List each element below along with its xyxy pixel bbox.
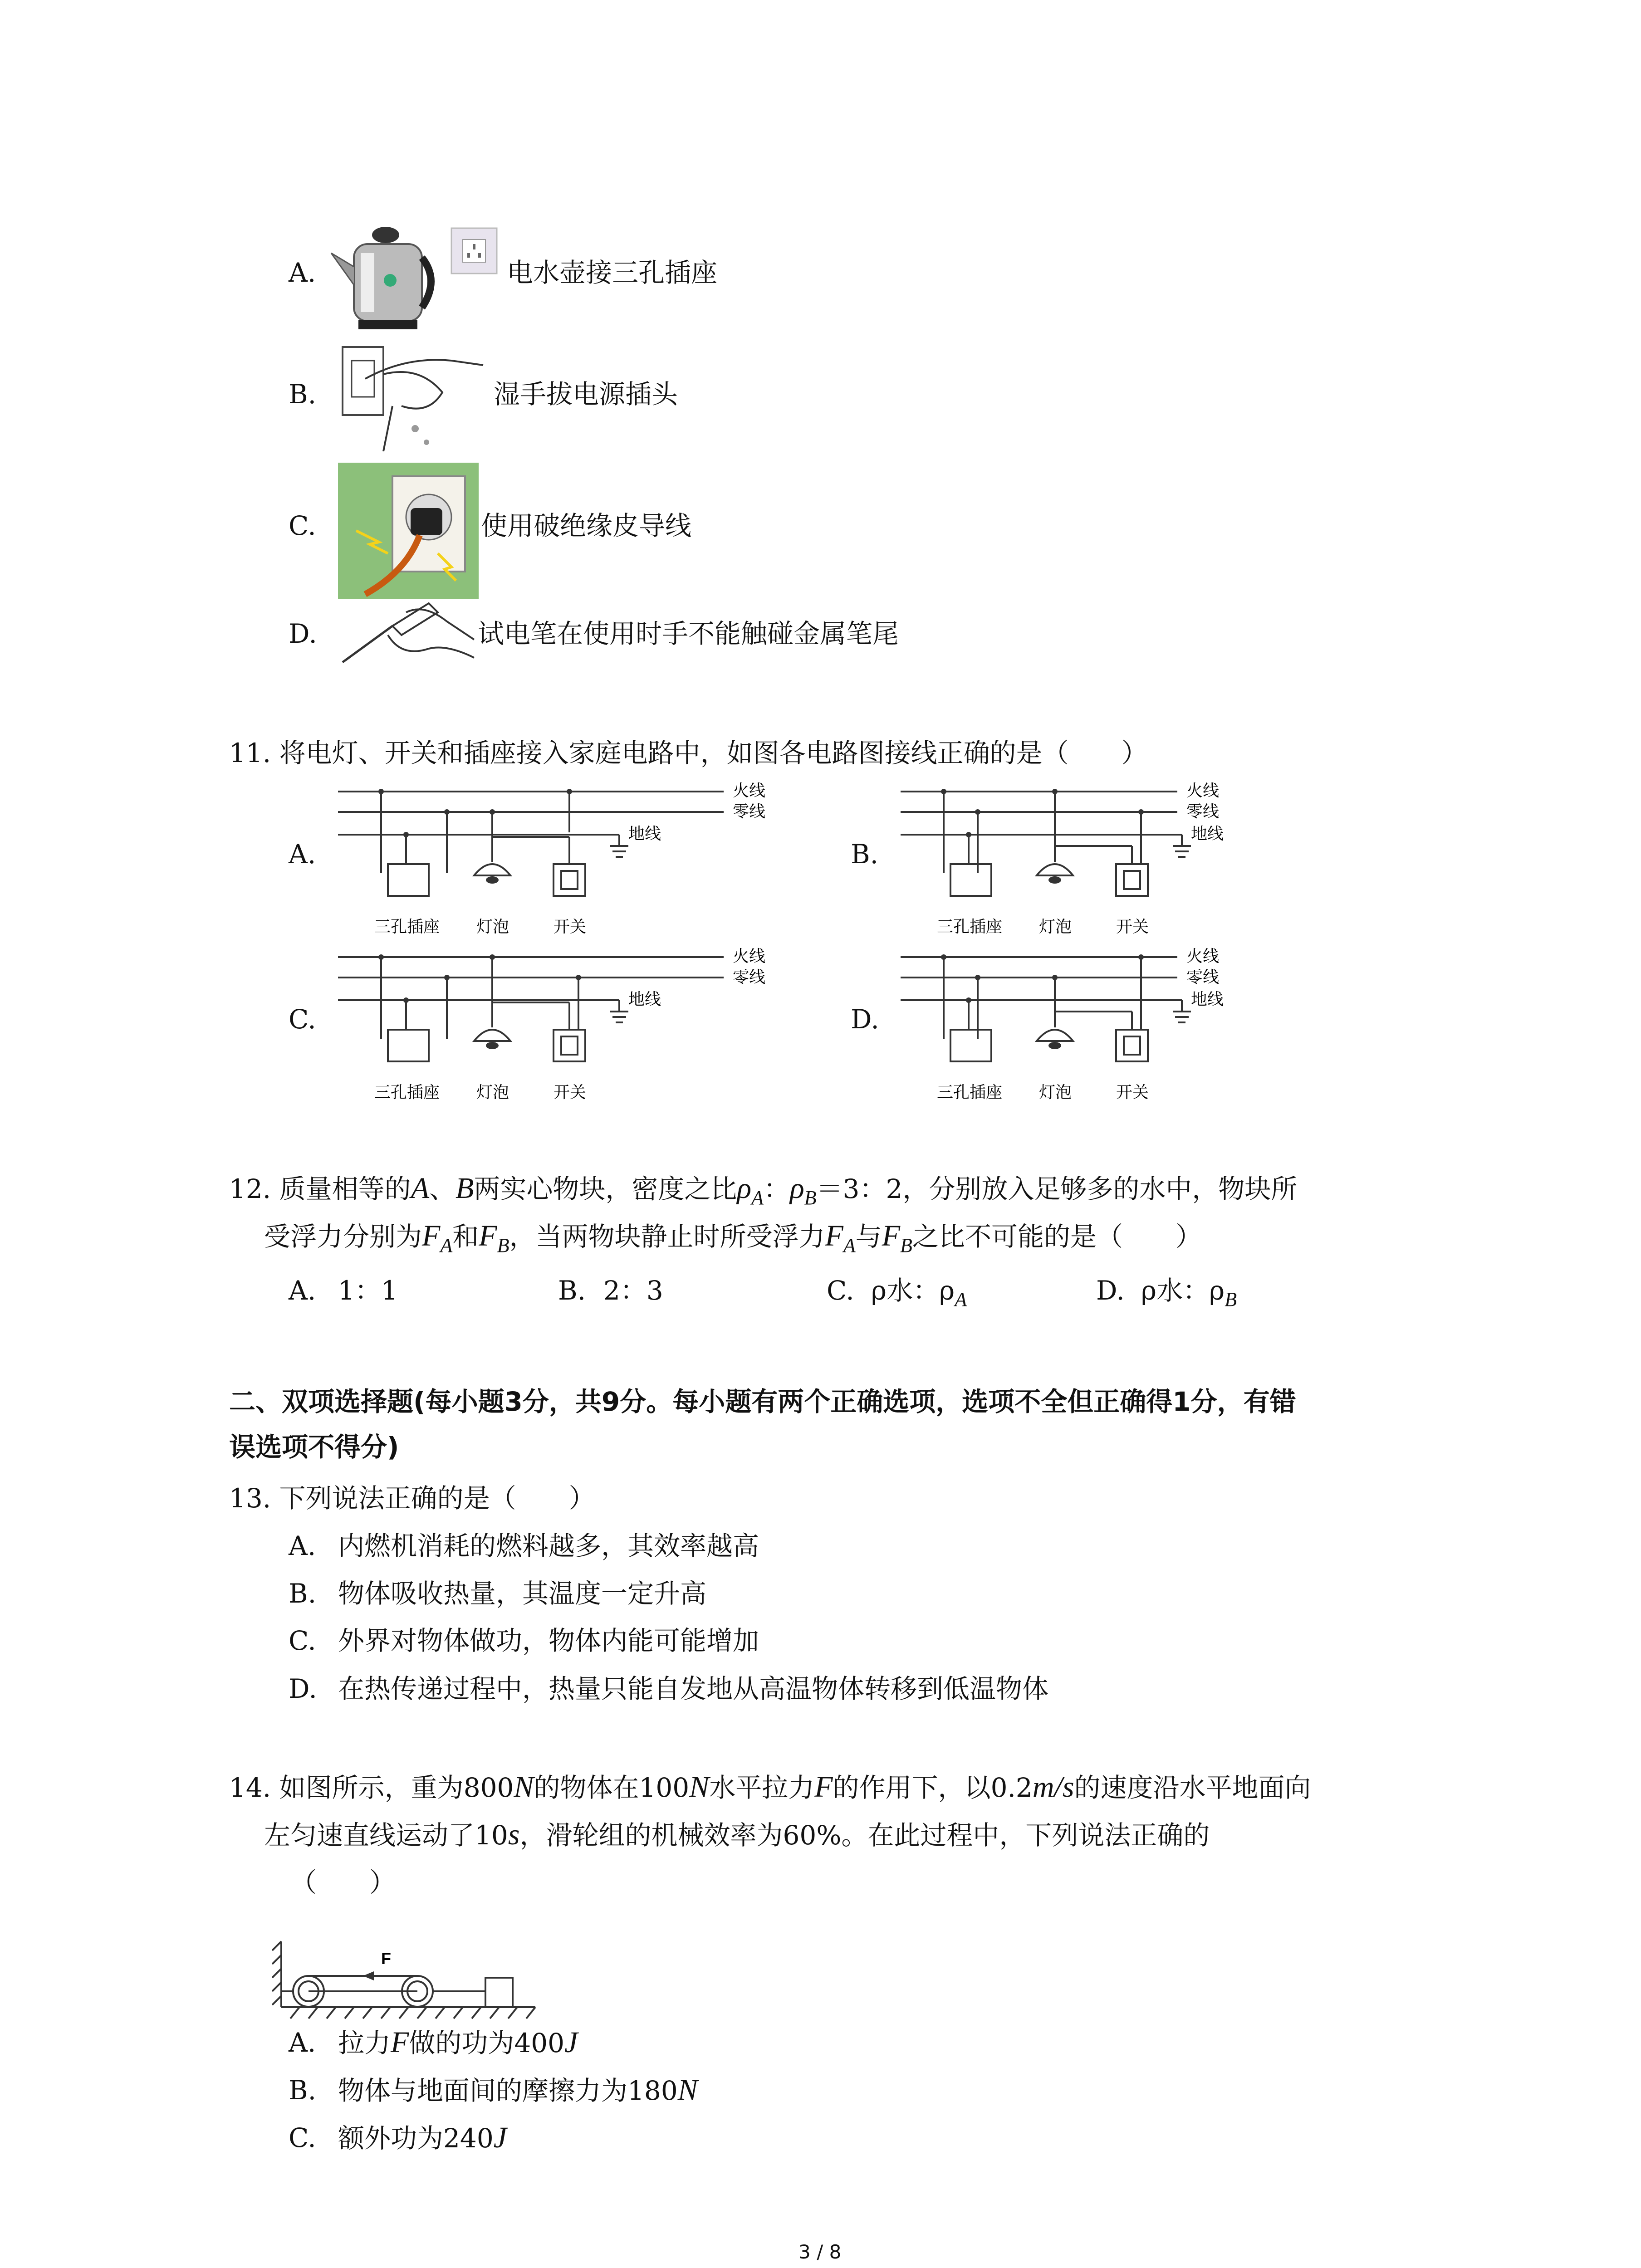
page-number: 3 / 8 bbox=[798, 2241, 842, 2263]
q12-text: 受浮力分别为 bbox=[264, 1221, 422, 1252]
section-heading-line1: 二、双项选择题(每小题3分，共9分。每小题有两个正确选项，选项不全但正确得1分，有错 bbox=[229, 1386, 1296, 1417]
option-text: 内燃机消耗的燃料越多，其效率越高 bbox=[338, 1530, 759, 1561]
option-letter: D. bbox=[289, 618, 317, 649]
q12-text: 12. 质量相等的 bbox=[229, 1173, 411, 1204]
option-unit: J bbox=[564, 2026, 578, 2059]
q14-number: 800 bbox=[463, 1772, 514, 1803]
q12-line1: 12. 质量相等的A、B两实心物块，密度之比$\rho_A$：$\rho_B=3$：2，分别放入足够多的水中，物块所 bbox=[229, 1172, 1298, 1209]
option-letter: C. bbox=[289, 1625, 316, 1656]
option-pre: 拉力 bbox=[338, 2028, 391, 2058]
label-socket: 三孔插座 bbox=[937, 1083, 1003, 1102]
option-number: 400 bbox=[514, 2028, 565, 2058]
option-unit: J bbox=[493, 2121, 507, 2154]
option-text: 外界对物体做功，物体内能可能增加 bbox=[338, 1625, 759, 1656]
q14-number: 10 bbox=[475, 1820, 508, 1851]
option-number: 240 bbox=[443, 2123, 494, 2154]
var-f: F bbox=[814, 1770, 833, 1804]
q14-number: 100 bbox=[639, 1772, 690, 1803]
label-socket: 三孔插座 bbox=[374, 918, 440, 936]
option-text: 湿手拔电源插头 bbox=[494, 379, 678, 410]
label-ground: 地线 bbox=[628, 825, 661, 843]
option-text: 物体吸收热量，其温度一定升高 bbox=[338, 1578, 707, 1609]
option-text: 在热传递过程中，热量只能自发地从高温物体转移到低温物体 bbox=[338, 1673, 1049, 1704]
option-mid: 做的功为 bbox=[409, 2028, 514, 2058]
circuit-diagram-c bbox=[338, 943, 792, 1111]
rho-symbol: ρ bbox=[737, 1172, 752, 1205]
subscript-a: A bbox=[843, 1234, 856, 1256]
label-zero: 零线 bbox=[733, 802, 766, 821]
label-ground: 地线 bbox=[628, 990, 661, 1009]
q14-line1 bbox=[229, 1771, 1311, 1804]
option-text bbox=[338, 2122, 507, 2154]
var-b: B bbox=[456, 1172, 474, 1205]
q12-text: 之比不可能的是（ ） bbox=[912, 1221, 1202, 1252]
force-label: F bbox=[381, 1949, 391, 1968]
label-ground: 地线 bbox=[1191, 825, 1224, 843]
option-letter: C. bbox=[289, 2122, 316, 2153]
var-a: A bbox=[411, 1172, 430, 1205]
subscript-b: B bbox=[804, 1187, 817, 1209]
option-letter: D. bbox=[1096, 1275, 1125, 1306]
option-letter: A. bbox=[289, 2027, 316, 2058]
label-switch: 开关 bbox=[554, 1083, 587, 1102]
option-letter: A. bbox=[289, 1275, 316, 1306]
circuit-diagram-a bbox=[338, 778, 792, 946]
label-socket: 三孔插座 bbox=[374, 1083, 440, 1102]
q14-line2 bbox=[264, 1819, 1210, 1851]
q14-text: 的物体在 bbox=[534, 1772, 639, 1803]
label-zero: 零线 bbox=[1186, 802, 1220, 821]
q12-line2 bbox=[264, 1220, 1202, 1261]
label-switch: 开关 bbox=[554, 918, 587, 936]
label-zero: 零线 bbox=[733, 968, 766, 987]
label-bulb: 灯泡 bbox=[1039, 918, 1072, 936]
rho-symbol: ρ bbox=[789, 1172, 804, 1205]
label-switch: 开关 bbox=[1116, 1083, 1149, 1102]
option-text: 1：1 bbox=[338, 1275, 398, 1306]
label-fire: 火线 bbox=[1186, 947, 1220, 966]
q14-paren: （ ） bbox=[290, 1867, 396, 1898]
broken-wire-image bbox=[338, 463, 479, 599]
option-letter: B. bbox=[558, 1275, 586, 1306]
subscript-b: B bbox=[497, 1234, 509, 1256]
option-letter: B. bbox=[289, 1578, 317, 1609]
circuit-diagram-d bbox=[901, 943, 1354, 1111]
q12-text: 与 bbox=[855, 1221, 882, 1252]
section-heading-line2: 误选项不得分) bbox=[229, 1432, 399, 1462]
option-unit: N bbox=[677, 2073, 698, 2107]
subscript-a: A bbox=[751, 1187, 764, 1209]
label-ground: 地线 bbox=[1191, 990, 1224, 1009]
unit-n: N bbox=[689, 1770, 710, 1804]
option-pre: 额外功为 bbox=[338, 2123, 444, 2154]
q14-number: 0.2 bbox=[990, 1772, 1033, 1803]
unit-s: s bbox=[508, 1818, 520, 1851]
label-bulb: 灯泡 bbox=[476, 1083, 509, 1102]
q14-text: 14. 如图所示，重为 bbox=[229, 1772, 464, 1803]
subscript-a: A bbox=[440, 1234, 453, 1256]
q14-text: 水平拉力 bbox=[709, 1772, 815, 1803]
option-text bbox=[338, 2074, 698, 2107]
subscript-b: B bbox=[900, 1234, 912, 1256]
q12-text: 和 bbox=[452, 1221, 479, 1252]
option-number: 180 bbox=[627, 2075, 678, 2106]
var-f: F bbox=[825, 1219, 843, 1252]
circuit-diagram-b bbox=[901, 778, 1354, 946]
q11-stem: 11. 将电灯、开关和插座接入家庭电路中，如图各电路图接线正确的是（ ） bbox=[229, 738, 1148, 768]
var-f: F bbox=[479, 1219, 497, 1252]
option-letter: C. bbox=[289, 510, 316, 541]
q14-text: 左匀速直线运动了 bbox=[264, 1820, 475, 1851]
subscript-a: A bbox=[955, 1288, 967, 1310]
wet-hand-plug-image bbox=[338, 338, 488, 456]
option-text-main: ρ水：ρ bbox=[871, 1275, 955, 1306]
option-text: 电水壶接三孔插座 bbox=[507, 257, 718, 288]
diagram-letter: C. bbox=[289, 1004, 316, 1035]
diagram-letter: D. bbox=[851, 1004, 879, 1035]
q12-text: ＝3：2，分别放入足够多的水中，物块所 bbox=[816, 1173, 1298, 1204]
label-fire: 火线 bbox=[733, 782, 766, 800]
pulley-diagram bbox=[272, 1937, 544, 2023]
q14-text: 的作用下，以 bbox=[833, 1772, 991, 1803]
unit-ms: m/s bbox=[1032, 1770, 1074, 1804]
q12-text: ，当两物块静止时所受浮力 bbox=[509, 1221, 825, 1252]
q12-text: 、 bbox=[429, 1173, 456, 1204]
option-text bbox=[338, 2027, 578, 2059]
diagram-letter: B. bbox=[851, 839, 879, 870]
option-text: 使用破绝缘皮导线 bbox=[481, 510, 692, 541]
option-letter: B. bbox=[289, 379, 317, 410]
label-zero: 零线 bbox=[1186, 968, 1220, 987]
var-f: F bbox=[422, 1219, 441, 1252]
option-letter: C. bbox=[827, 1275, 854, 1306]
subscript-b: B bbox=[1225, 1288, 1237, 1310]
option-text bbox=[1141, 1275, 1237, 1315]
socket-image bbox=[449, 226, 499, 276]
var-f: F bbox=[391, 2026, 409, 2059]
option-text: 2：3 bbox=[603, 1275, 663, 1306]
label-switch: 开关 bbox=[1116, 918, 1149, 936]
q12-text: 两实心物块，密度之比 bbox=[474, 1173, 737, 1204]
diagram-letter: A. bbox=[289, 839, 316, 870]
q14-text: ，滑轮组的机械效率为60%。在此过程中，下列说法正确的 bbox=[519, 1820, 1210, 1851]
q13-stem: 13. 下列说法正确的是（ ） bbox=[229, 1483, 595, 1514]
option-text bbox=[871, 1275, 967, 1315]
option-text: 试电笔在使用时手不能触碰金属笔尾 bbox=[478, 618, 899, 649]
option-letter: B. bbox=[289, 2075, 317, 2106]
q14-text: 的速度沿水平地面向 bbox=[1074, 1772, 1311, 1803]
option-letter: A. bbox=[289, 257, 316, 288]
label-bulb: 灯泡 bbox=[476, 918, 509, 936]
label-fire: 火线 bbox=[1186, 782, 1220, 800]
option-pre: 物体与地面间的摩擦力为 bbox=[338, 2075, 628, 2106]
var-f: F bbox=[882, 1219, 901, 1252]
label-fire: 火线 bbox=[733, 947, 766, 966]
label-bulb: 灯泡 bbox=[1039, 1083, 1072, 1102]
label-socket: 三孔插座 bbox=[937, 918, 1003, 936]
option-letter: D. bbox=[289, 1673, 317, 1704]
unit-n: N bbox=[514, 1770, 534, 1804]
option-text-main: ρ水：ρ bbox=[1141, 1275, 1225, 1306]
option-letter: A. bbox=[289, 1530, 316, 1561]
test-pen-image bbox=[338, 594, 479, 671]
kettle-image bbox=[327, 217, 436, 335]
